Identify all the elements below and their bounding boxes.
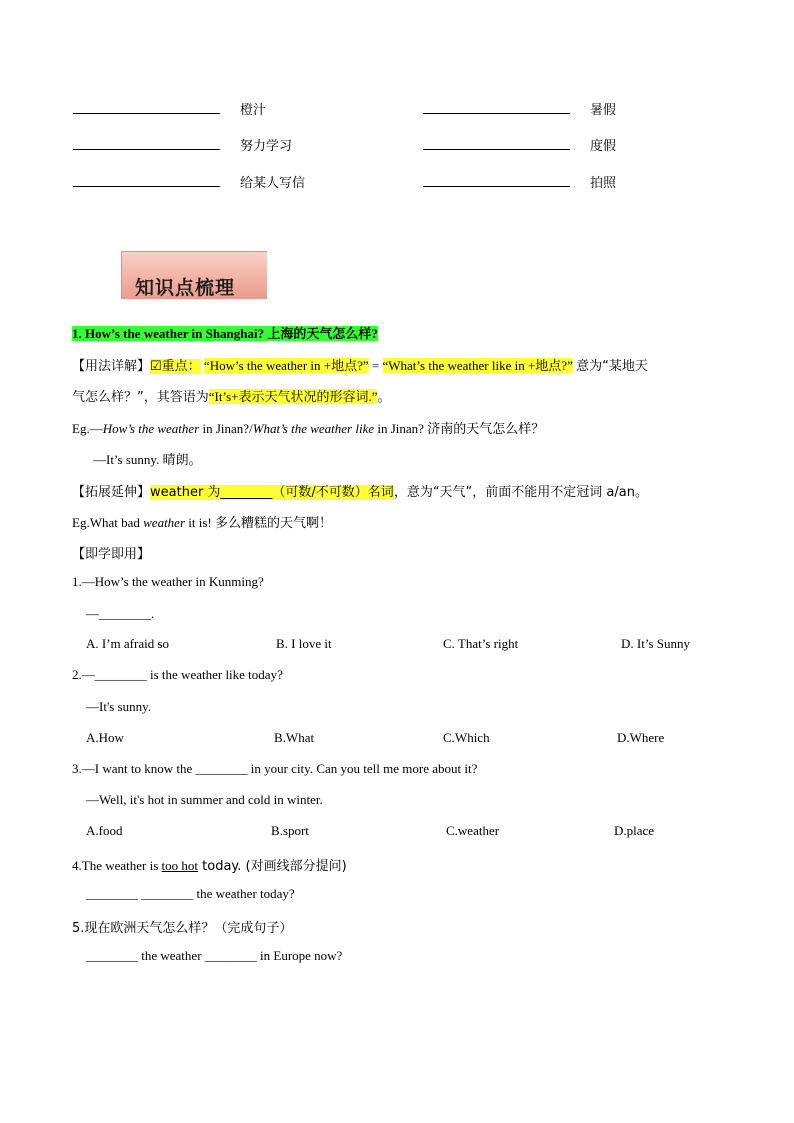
eg-italic: weather: [143, 515, 186, 530]
question-5: 5.现在欧洲天气怎么样？（完成句子）: [72, 921, 293, 936]
extension-text: ，意为“天气”，前面不能用不定冠词 a/an。: [393, 485, 648, 500]
option-d[interactable]: D.place: [614, 823, 655, 838]
option-c[interactable]: C. That’s right: [443, 636, 519, 651]
answer-blank[interactable]: [73, 149, 220, 150]
eg-text: it is!: [185, 515, 212, 530]
option-d[interactable]: D. It’s Sunny: [621, 636, 690, 651]
section-banner: [121, 251, 267, 299]
vocab-item: 橙汁: [240, 103, 267, 118]
question-4: [72, 855, 347, 874]
option-b[interactable]: B.What: [274, 730, 315, 745]
example-1: [72, 418, 544, 437]
eg-answer-translation: 晴朗。: [162, 453, 202, 468]
key-label: ☑重点：: [150, 359, 201, 374]
question-2-answer: —It's sunny.: [86, 699, 152, 714]
question-5-answer[interactable]: ________ the weather ________ in Europe now?: [86, 948, 343, 963]
usage-line-2: [72, 386, 391, 405]
question-3-answer: —Well, it's hot in summer and cold in winter.: [86, 792, 323, 807]
eg-text: Eg.What bad: [72, 515, 144, 530]
question-4-answer[interactable]: ________ ________ the weather today?: [86, 886, 295, 901]
option-d[interactable]: D.Where: [617, 730, 665, 745]
extension-label: 【拓展延伸】: [72, 485, 151, 500]
question-1: 1.—How’s the weather in Kunming?: [72, 574, 264, 589]
answer-blank[interactable]: [73, 186, 220, 187]
eg-italic: How’s the weather: [102, 421, 200, 436]
option-a[interactable]: A. I’m afraid so: [86, 636, 170, 651]
meaning-text: 意为“某地天: [576, 359, 648, 374]
vocab-item: 暑假: [590, 103, 617, 118]
vocab-item: 努力学习: [240, 139, 293, 154]
vocab-item: 给某人写信: [240, 176, 306, 191]
practice-label: 【即学即用】: [72, 547, 151, 562]
vocab-item: 度假: [590, 139, 617, 154]
eg-translation: 多么糟糕的天气啊！: [215, 516, 333, 531]
eg-italic: What’s the weather like: [252, 421, 375, 436]
underlined-phrase: too hot: [161, 858, 199, 873]
usage-label: 【用法详解】: [72, 359, 151, 374]
eg-translation: 济南的天气怎么样？: [427, 422, 545, 437]
equals-sign: =: [371, 358, 380, 373]
question-2: 2.—________ is the weather like today?: [72, 667, 283, 682]
question-text: 4.The weather is: [72, 858, 162, 873]
example-1-answer: [93, 449, 202, 468]
example-2: [72, 512, 332, 531]
point-heading: [72, 323, 378, 342]
question-1-answer[interactable]: —________.: [86, 606, 155, 621]
extension-highlight[interactable]: weather 为________（可数/不可数）名词: [150, 485, 394, 500]
eg-prefix: Eg.—: [72, 421, 103, 436]
vocab-item: 拍照: [590, 176, 617, 191]
period: 。: [377, 389, 391, 404]
eg-text: in Jinan?: [374, 421, 424, 436]
answer-blank[interactable]: [423, 149, 570, 150]
option-c[interactable]: C.weather: [446, 823, 500, 838]
heading-text: 1. How’s the weather in Shanghai? 上海的天气怎么样?: [72, 326, 378, 341]
option-a[interactable]: A.food: [86, 823, 123, 838]
option-b[interactable]: B. I love it: [276, 636, 332, 651]
answer-blank[interactable]: [423, 113, 570, 114]
extension-line: [72, 481, 648, 500]
option-b[interactable]: B.sport: [271, 823, 309, 838]
question-instruction: today. (对画线部分提问): [198, 859, 347, 874]
usage-line: [72, 355, 648, 374]
banner-title: 知识点梳理: [135, 277, 236, 299]
answer-blank[interactable]: [423, 186, 570, 187]
option-a[interactable]: A.How: [86, 730, 124, 745]
question-3: 3.—I want to know the ________ in your city. Can you tell me more about it?: [72, 761, 478, 776]
meaning-text-2: 气怎么样？”，其答语为: [72, 390, 209, 405]
option-c[interactable]: C.Which: [443, 730, 490, 745]
pattern-2: “What’s the weather like in +地点?”: [382, 358, 573, 373]
eg-answer: —It’s sunny.: [93, 452, 160, 467]
answer-pattern: “It’s+表示天气状况的形容词.”: [208, 389, 378, 404]
eg-text: in Jinan?/: [199, 421, 253, 436]
answer-blank[interactable]: [73, 113, 220, 114]
pattern-1: “How’s the weather in +地点?”: [203, 358, 369, 373]
